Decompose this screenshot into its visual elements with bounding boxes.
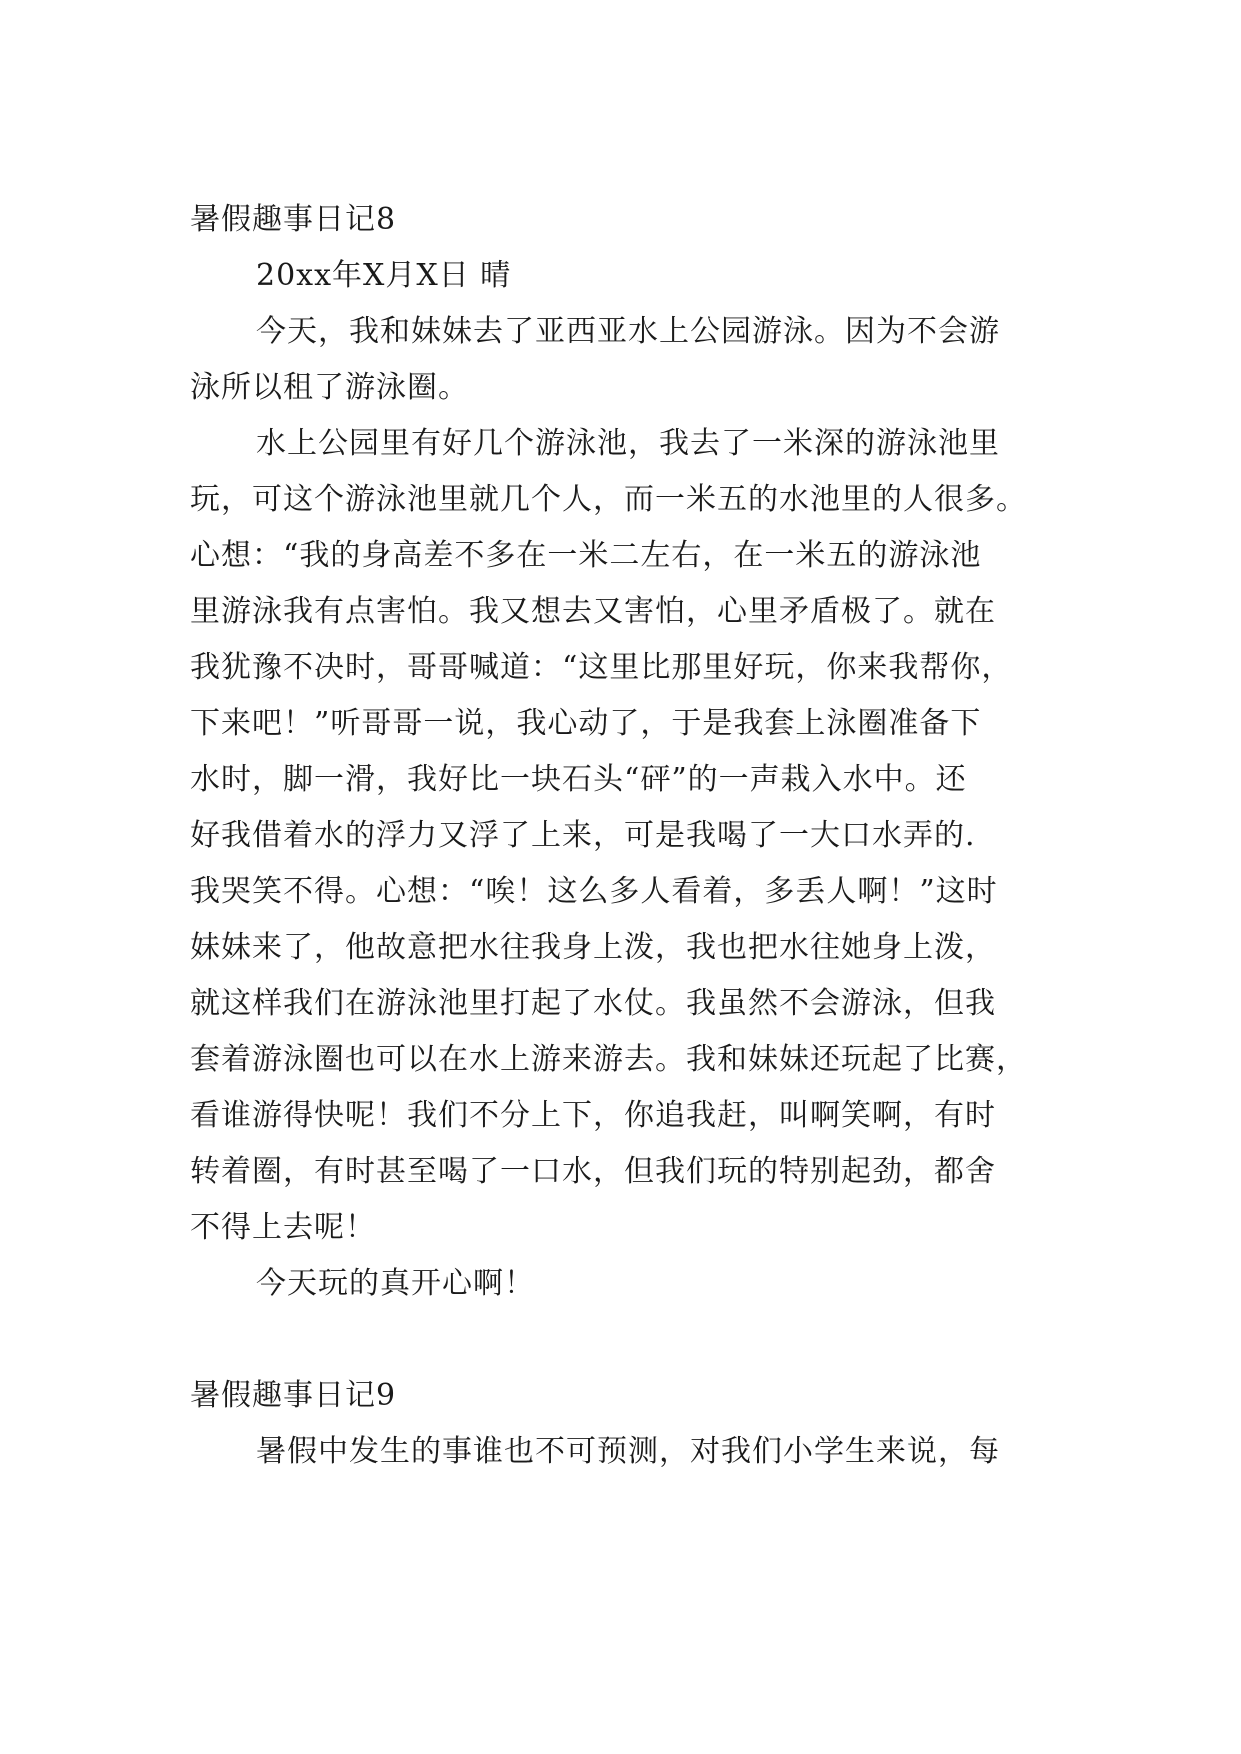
paragraph-line: 里游泳我有点害怕。我又想去又害怕，心里矛盾极了。就在	[190, 594, 996, 629]
paragraph-line: 今天玩的真开心啊！	[256, 1266, 535, 1301]
paragraph-line: 好我借着水的浮力又浮了上来，可是我喝了一大口水弄的.	[190, 818, 976, 853]
paragraph-line: 水时，脚一滑，我好比一块石头“砰”的一声栽入水中。还	[190, 762, 967, 797]
paragraph-line: 水上公园里有好几个游泳池，我去了一米深的游泳池里	[256, 426, 1000, 461]
paragraph-line: 我犹豫不决时，哥哥喊道：“这里比那里好玩，你来我帮你，	[190, 650, 1013, 685]
diary9-title: 暑假趣事日记9	[190, 1378, 397, 1413]
diary8-date: 20xx年X月X日 晴	[256, 258, 512, 293]
paragraph-line: 暑假中发生的事谁也不可预测，对我们小学生来说，每	[256, 1434, 1000, 1469]
paragraph-line: 看谁游得快呢！我们不分上下，你追我赶，叫啊笑啊，有时	[190, 1098, 996, 1133]
paragraph-line: 套着游泳圈也可以在水上游来游去。我和妹妹还玩起了比赛，	[190, 1042, 1027, 1077]
paragraph-line: 今天，我和妹妹去了亚西亚水上公园游泳。因为不会游	[256, 314, 1000, 349]
paragraph-line: 不得上去呢！	[190, 1210, 376, 1245]
paragraph-line: 泳所以租了游泳圈。	[190, 370, 469, 405]
paragraph-line: 妹妹来了，他故意把水往我身上泼，我也把水往她身上泼，	[190, 930, 996, 965]
paragraph-line: 转着圈，有时甚至喝了一口水，但我们玩的特别起劲，都舍	[190, 1154, 996, 1189]
paragraph-line: 就这样我们在游泳池里打起了水仗。我虽然不会游泳，但我	[190, 986, 996, 1021]
diary8-title: 暑假趣事日记8	[190, 202, 397, 237]
paragraph-line: 我哭笑不得。心想：“唉！这么多人看着，多丢人啊！”这时	[190, 874, 998, 909]
paragraph-line: 玩，可这个游泳池里就几个人，而一米五的水池里的人很多。	[190, 482, 1027, 517]
paragraph-line: 心想：“我的身高差不多在一米二左右，在一米五的游泳池	[190, 538, 982, 573]
paragraph-line: 下来吧！”听哥哥一说，我心动了，于是我套上泳圈准备下	[190, 706, 982, 741]
